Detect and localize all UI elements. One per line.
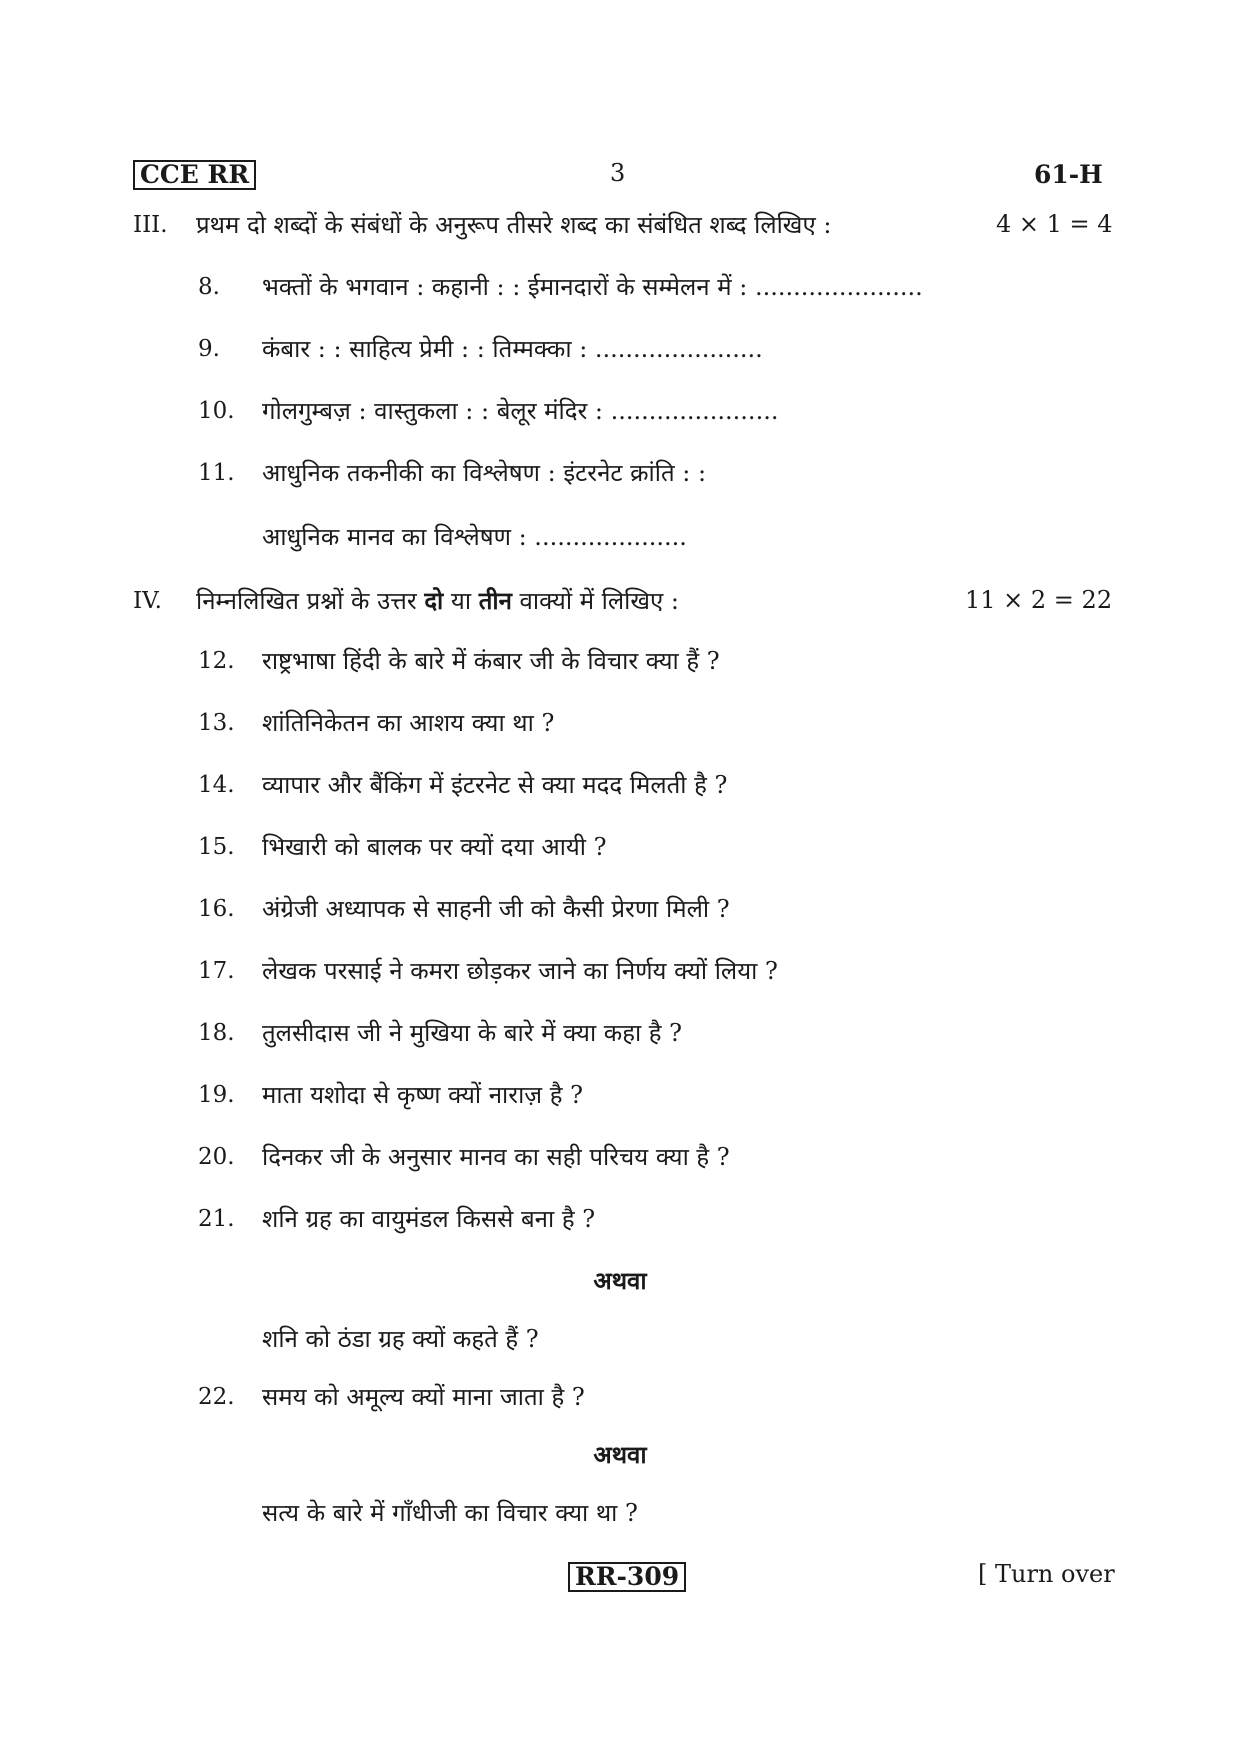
section-4-numeral: IV. bbox=[133, 588, 162, 614]
turn-over-note: [ Turn over bbox=[978, 1560, 1115, 1588]
header-right-code: 61-H bbox=[1034, 160, 1103, 189]
question-number: 8. bbox=[198, 274, 220, 300]
question-text: माता यशोदा से कृष्ण क्यों नाराज़ है ? bbox=[262, 1081, 583, 1109]
question-number: 18. bbox=[198, 1020, 235, 1046]
section-3-numeral: III. bbox=[133, 212, 168, 238]
question-number: 9. bbox=[198, 336, 220, 362]
section-3-instruction: प्रथम दो शब्दों के संबंधों के अनुरूप तीसरे शब्द का संबंधित शब्द लिखिए : bbox=[196, 211, 832, 239]
question-text: शनि ग्रह का वायुमंडल किससे बना है ? bbox=[262, 1205, 596, 1233]
section-4-marks: 11 × 2 = 22 bbox=[965, 586, 1113, 614]
question-number: 15. bbox=[198, 834, 235, 860]
alternative-question-text: शनि को ठंडा ग्रह क्यों कहते हैं ? bbox=[262, 1325, 539, 1353]
question-number: 11. bbox=[198, 460, 235, 486]
or-label: अथवा bbox=[593, 1266, 647, 1295]
question-text: गोलगुम्बज़ : वास्तुकला : : बेलूर मंदिर : ...................... bbox=[262, 397, 779, 425]
header-left-code: CCE RR bbox=[133, 160, 256, 190]
question-text: लेखक परसाई ने कमरा छोड़कर जाने का निर्णय क्यों लिया ? bbox=[262, 957, 778, 985]
question-text: तुलसीदास जी ने मुखिया के बारे में क्या कहा है ? bbox=[262, 1019, 683, 1047]
question-text: राष्ट्रभाषा हिंदी के बारे में कंबार जी के विचार क्या हैं ? bbox=[262, 647, 720, 675]
page-number: 3 bbox=[610, 159, 626, 187]
question-text: दिनकर जी के अनुसार मानव का सही परिचय क्या है ? bbox=[262, 1143, 730, 1171]
section-3-marks: 4 × 1 = 4 bbox=[996, 210, 1113, 238]
question-text: आधुनिक तकनीकी का विश्लेषण : इंटरनेट क्रांति : : bbox=[262, 459, 707, 487]
question-number: 20. bbox=[198, 1144, 235, 1170]
section-4-instruction: निम्नलिखित प्रश्नों के उत्तर दो या तीन वाक्यों में लिखिए : bbox=[196, 586, 680, 615]
question-number: 19. bbox=[198, 1082, 235, 1108]
question-number: 13. bbox=[198, 710, 235, 736]
alternative-question-text: सत्य के बारे में गाँधीजी का विचार क्या था ? bbox=[262, 1499, 638, 1527]
question-number: 10. bbox=[198, 398, 235, 424]
or-label: अथवा bbox=[593, 1440, 647, 1469]
question-text: अंग्रेजी अध्यापक से साहनी जी को कैसी प्रेरणा मिली ? bbox=[262, 895, 730, 923]
question-number: 21. bbox=[198, 1206, 235, 1232]
question-text: भक्तों के भगवान : कहानी : : ईमानदारों के सम्मेलन में : ...................... bbox=[262, 273, 923, 301]
question-text: कंबार : : साहित्य प्रेमी : : तिम्मक्का : ...................... bbox=[262, 335, 763, 363]
question-number: 14. bbox=[198, 772, 235, 798]
footer-code: RR-309 bbox=[568, 1562, 686, 1592]
question-text: व्यापार और बैंकिंग में इंटरनेट से क्या मदद मिलती है ? bbox=[262, 771, 728, 799]
question-text-continuation: आधुनिक मानव का विश्लेषण : .................... bbox=[262, 523, 687, 551]
question-text: शांतिनिकेतन का आशय क्या था ? bbox=[262, 709, 555, 737]
question-number: 12. bbox=[198, 648, 235, 674]
question-text: समय को अमूल्य क्यों माना जाता है ? bbox=[262, 1383, 585, 1411]
question-text: भिखारी को बालक पर क्यों दया आयी ? bbox=[262, 833, 607, 861]
question-number: 22. bbox=[198, 1384, 235, 1410]
question-number: 17. bbox=[198, 958, 235, 984]
question-number: 16. bbox=[198, 896, 235, 922]
